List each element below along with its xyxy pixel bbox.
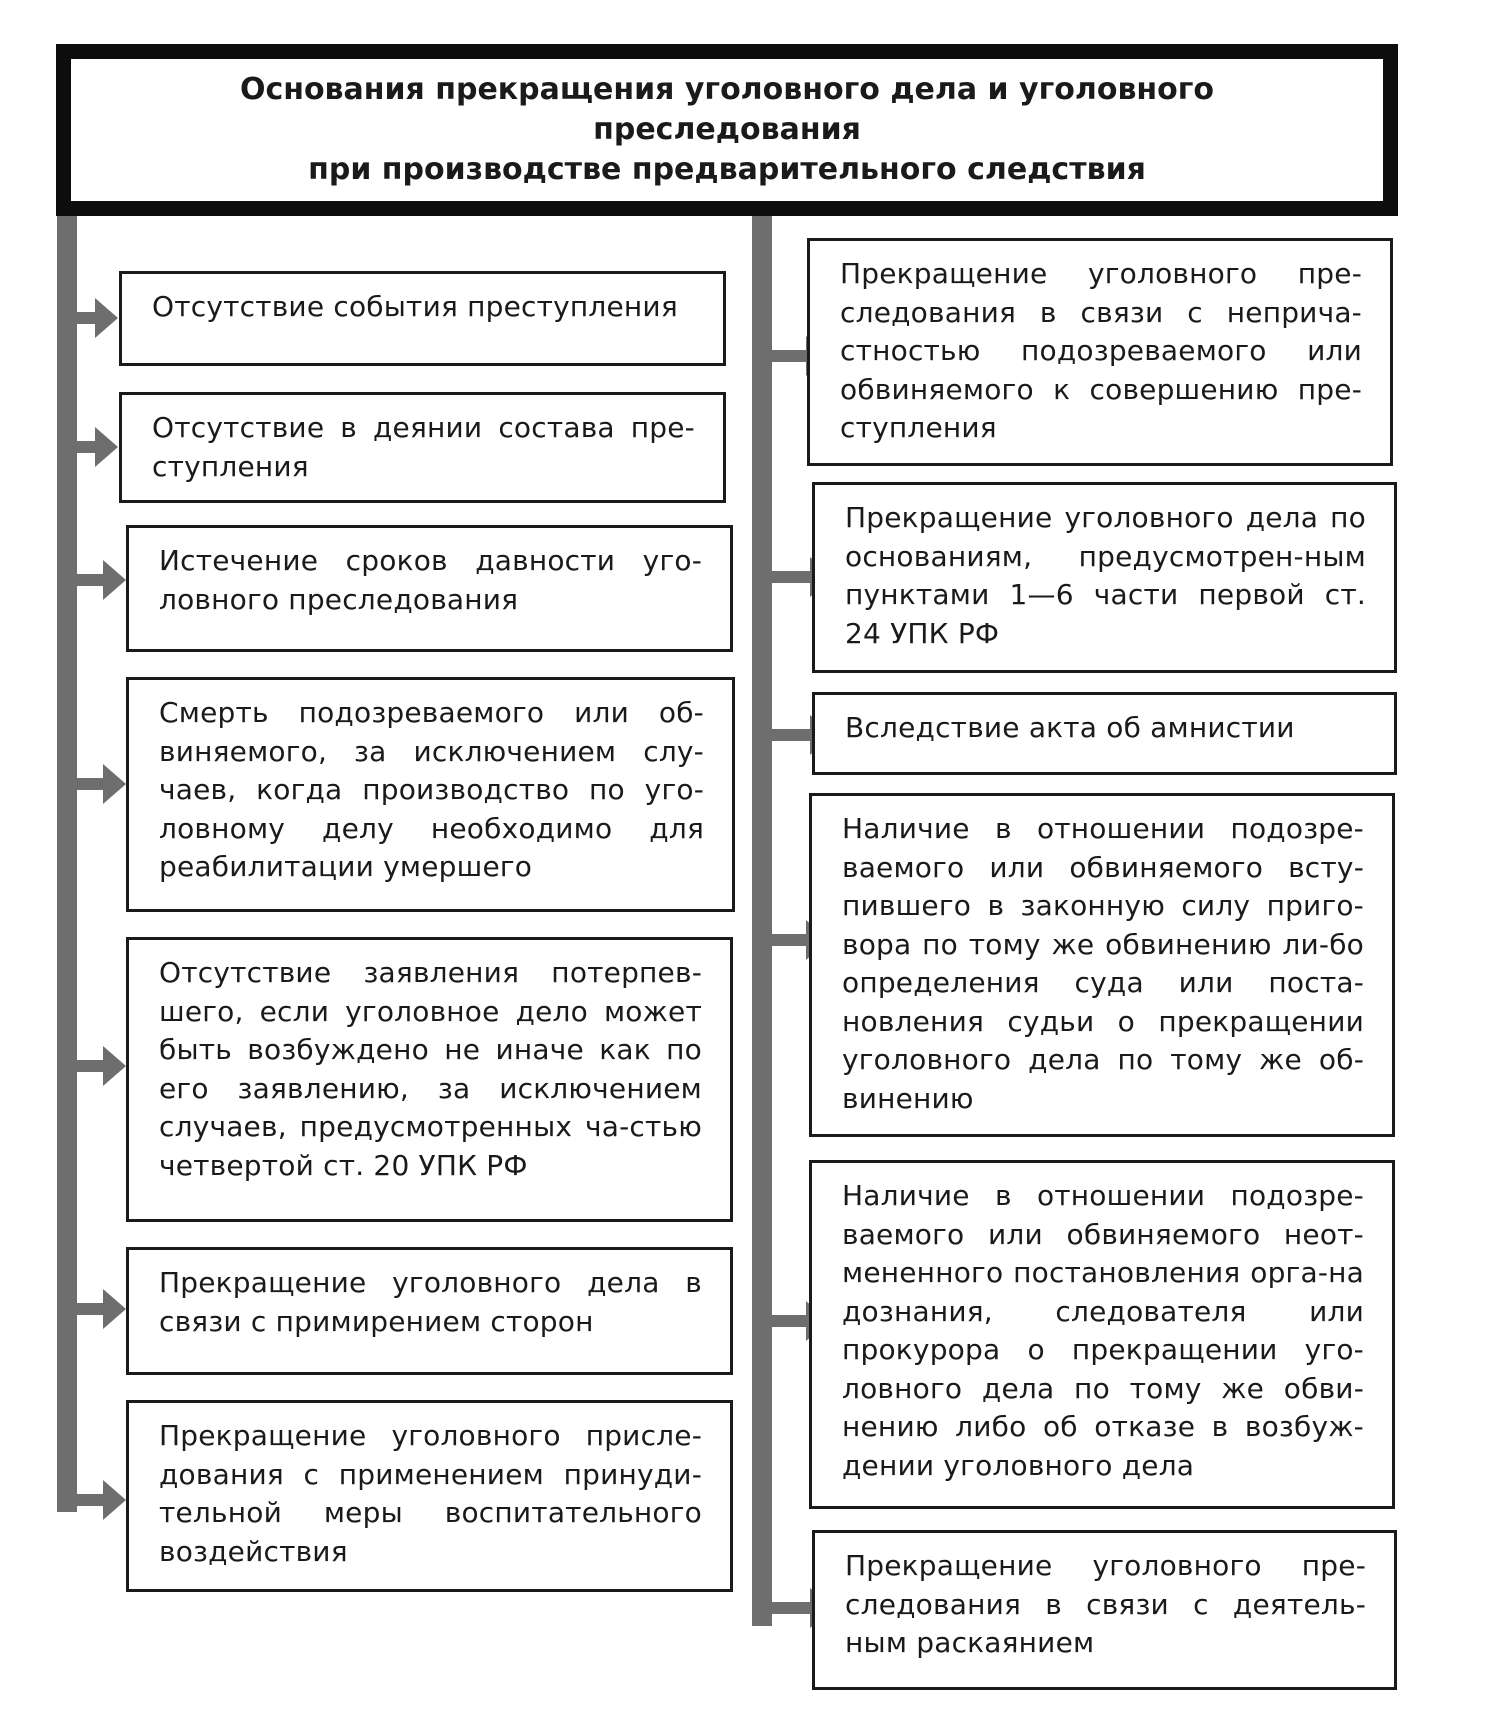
left-box-3-text: Истечение сроков давности уго-ловного преследования — [159, 544, 702, 616]
left-box-6 — [126, 1247, 733, 1375]
right-box-6-text: Прекращение уголовного пре-следования в связи с деятель-ным раскаянием — [845, 1549, 1366, 1659]
left-box-4-text: Смерть подозреваемого или об-виняемого, за исключением слу-чаев, когда производство по уго-ловному делу необходимо для реабилитации умершего — [159, 696, 704, 883]
left-box-4 — [126, 677, 735, 912]
left-box-5-text: Отсутствие заявления потерпев-шего, если уголовное дело может быть возбуждено не иначе как по его заявлению, за исключением случаев, предусмотренных ча-стью четвертой ст. 20 УПК РФ — [159, 956, 702, 1182]
left-arrow-7 — [77, 1480, 126, 1520]
left-box-5 — [126, 937, 733, 1222]
right-trunk-line — [752, 216, 772, 1626]
right-box-2 — [812, 482, 1397, 673]
left-arrow-1 — [77, 298, 118, 338]
left-box-1 — [119, 271, 726, 366]
right-box-5-text: Наличие в отношении подозре-ваемого или обвиняемого неот-мененного постановления орга-на дознания, следователя или прокурора о прекращении уго-ловного дела по тому же обви-нению либо об отказе в возбуж-дении уголовного дела — [842, 1179, 1364, 1482]
left-box-1-text: Отсутствие события преступления — [152, 290, 678, 323]
right-box-3-text: Вследствие акта об амнистии — [845, 711, 1295, 744]
title-line-2: при производстве предварительного следствия — [308, 152, 1146, 187]
title-line-1: Основания прекращения уголовного дела и уголовного преследования — [239, 72, 1215, 147]
left-arrow-5 — [77, 1046, 126, 1086]
left-arrow-4 — [77, 764, 126, 804]
left-arrow-6 — [77, 1289, 126, 1329]
right-box-2-text: Прекращение уголовного дела по основаниям, предусмотрен-ным пунктами 1—6 части первой ст. 24 УПК РФ — [845, 501, 1366, 650]
left-box-2 — [119, 392, 726, 503]
left-box-7-text: Прекращение уголовного присле-дования с применением принуди-тельной меры воспитательного воздействия — [159, 1419, 702, 1568]
right-box-1-text: Прекращение уголовного пре-следования в связи с неприча-стностью подозреваемого или обвиняемого к совершению пре-ступления — [840, 257, 1362, 444]
right-box-5 — [809, 1160, 1395, 1509]
left-box-7 — [126, 1400, 733, 1592]
left-arrow-2 — [77, 427, 118, 467]
diagram-title — [68, 56, 1386, 204]
left-box-2-text: Отсутствие в деянии состава пре-ступления — [152, 411, 695, 483]
left-box-6-text: Прекращение уголовного дела в связи с примирением сторон — [159, 1266, 702, 1338]
title-frame — [56, 44, 1398, 216]
right-box-1 — [807, 238, 1393, 466]
left-box-3 — [126, 525, 733, 652]
right-box-6 — [812, 1530, 1397, 1690]
right-box-4-text: Наличие в отношении подозре-ваемого или обвиняемого всту-пившего в законную силу приго-вора по тому же обвинению ли-бо определения суда или поста-новления судьи о прекращении уголовного дела по тому же об-винению — [842, 812, 1364, 1115]
right-box-4 — [809, 793, 1395, 1137]
left-trunk-line — [57, 216, 77, 1512]
left-arrow-3 — [77, 560, 126, 600]
right-box-3 — [812, 692, 1397, 775]
